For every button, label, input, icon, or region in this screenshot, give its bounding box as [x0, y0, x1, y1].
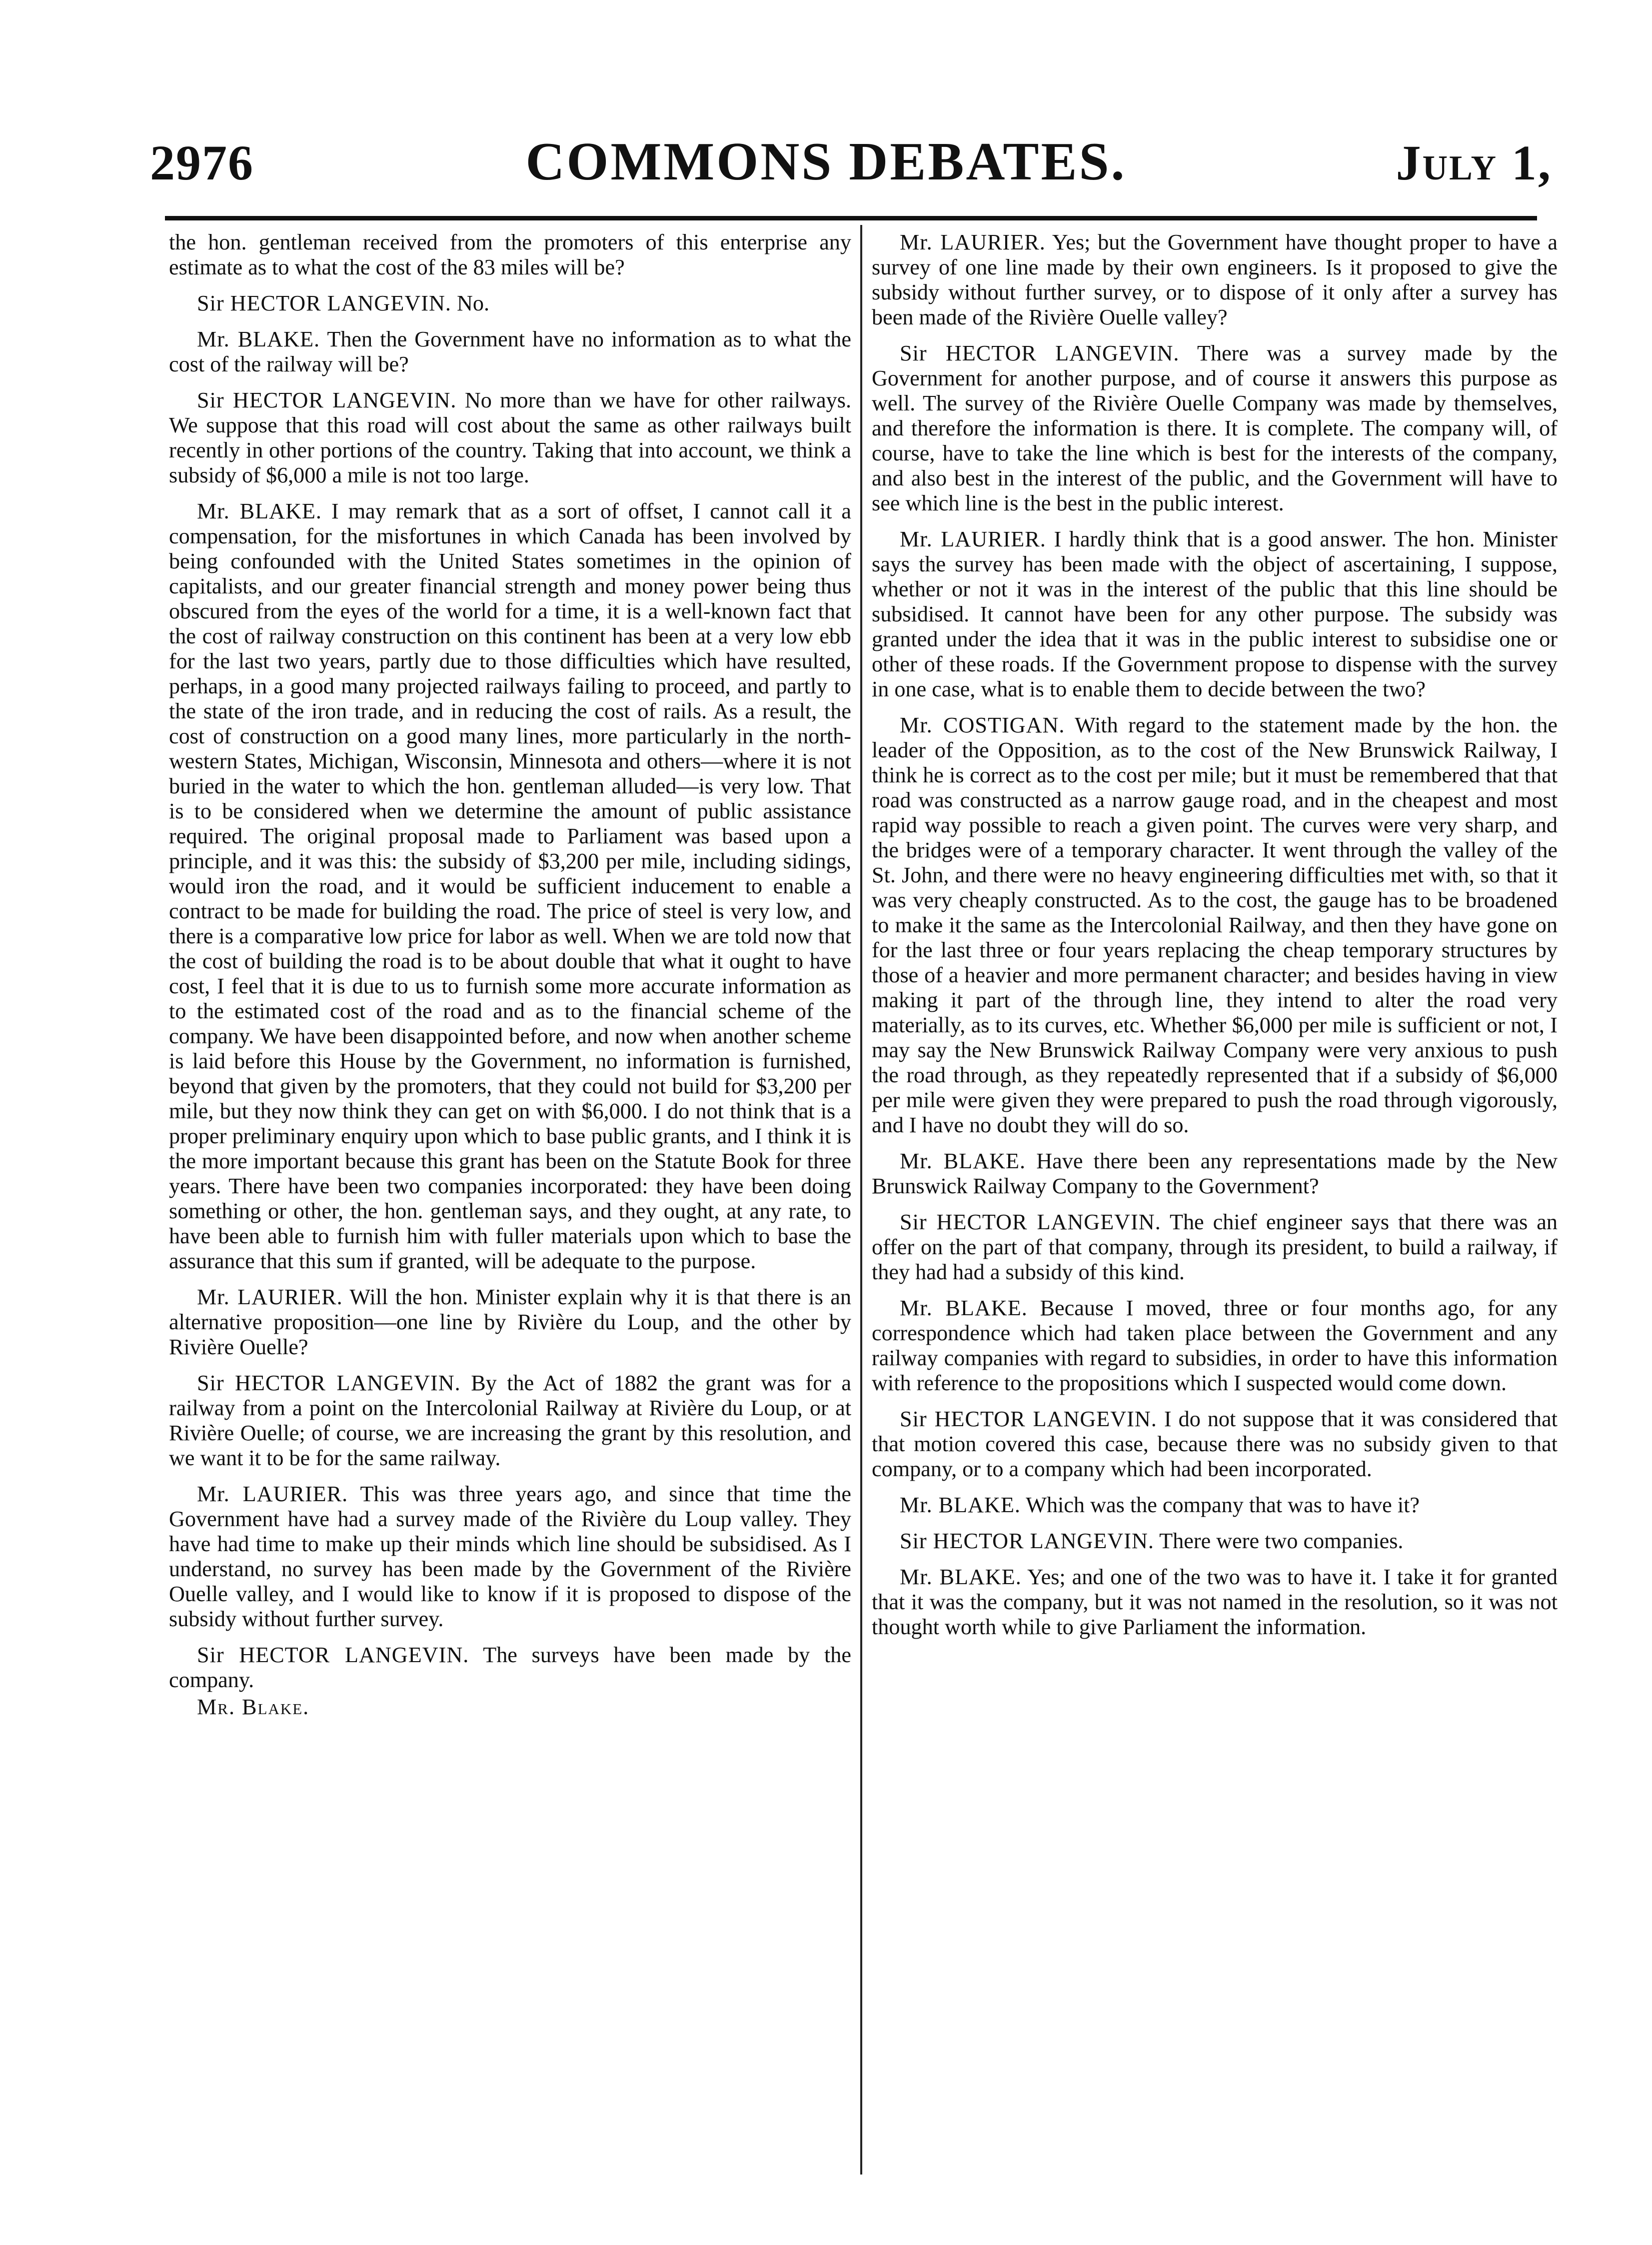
paragraph: [169, 1285, 851, 1360]
paragraph-text: Which was the company that was to have it?: [1026, 1493, 1420, 1517]
paragraph: [169, 388, 851, 488]
paragraph-text: Will the hon. Minister explain why it is that there is an alternative proposition—one line by Rivière du Loup, and the other by Rivière Ouelle?: [169, 1285, 852, 1359]
paragraph-text: Yes; and one of the two was to have it. I take it for granted that it was the company, but it was not named in the resolution, so it was not thought worth while to give Parliament the information.: [872, 1565, 1558, 1639]
speaker-name: Sir HECTOR LANGEVIN.: [197, 388, 457, 412]
paragraph: [872, 713, 1558, 1138]
paragraph: [169, 327, 851, 377]
header-rule: [165, 216, 1537, 220]
paragraph-text: No.: [456, 291, 490, 315]
left-column: [169, 230, 851, 1731]
paragraph: [872, 527, 1558, 702]
paragraph-text: I hardly think that is a good answer. The hon. Minister says the survey has been made with the object of ascertaining, I suppose, whether or not it was in the interest of the public that this line should be subsidised. It cannot have been for any other purpose. The subsidy was granted under the idea that it was in the public interest to subsidise one or other of these roads. If the Government propose to dispense with the survey in one case, what is to enable them to decide between the two?: [872, 527, 1558, 701]
paragraph: [872, 1529, 1558, 1554]
page-number: 2976: [150, 135, 254, 190]
paragraph: [872, 1149, 1558, 1199]
speaker-name: Sir HECTOR LANGEVIN.: [900, 1529, 1154, 1553]
speaker-name: Mr. COSTIGAN.: [900, 713, 1065, 737]
right-column: [872, 230, 1558, 1651]
paragraph-text: I do not suppose that it was considered that that motion covered this case, because there was no subsidy given to that company, or to a company which had been incorporated.: [872, 1407, 1558, 1481]
trailing-speaker: Mr. Blake.: [197, 1695, 310, 1719]
page-date: July 1,: [1396, 135, 1552, 190]
paragraph: [169, 1643, 851, 1693]
paragraph-text: With regard to the statement made by the hon. the leader of the Opposition, as to the cost of the New Brunswick Railway, I think he is correct as to the cost per mile; but it must be remembered that that road was constructed as a narrow gauge road, and in the cheapest and most rapid way possible to reach a given point. The curves were very sharp, and the bridges were of a temporary character. It went through the valley of the St. John, and there were no heavy engineering difficulties met with, so that it was very cheaply constructed. As to the cost, the gauge has to be broadened to make it the same as the Intercolonial Railway, and then they have gone on for the last three or four years replacing the cheap temporary structures by those of a heavier and more permanent character; and besides having in view making it part of the through line, they intend to alter the road very materially, as to its curves, etc. Whether $6,000 per mile is sufficient or not, I may say the New Brunswick Railway Company were very anxious to push the road through, as they repeatedly represented that if a subsidy of $6,000 per mile were given they were prepared to push the road through vigorously, and I have no doubt they will do so.: [872, 713, 1558, 1137]
speaker-name: Mr. BLAKE.: [900, 1493, 1021, 1517]
speaker-name: Sir HECTOR LANGEVIN.: [197, 1371, 461, 1395]
speaker-name: Sir HECTOR LANGEVIN.: [900, 1407, 1157, 1431]
paragraph-text: By the Act of 1882 the grant was for a railway from a point on the Intercolonial Railway at Rivière du Loup, or at Rivière Ouelle; of course, we are increasing the grant by this resolution, and we want it to be for the same railway.: [169, 1371, 851, 1470]
paragraph: [872, 1210, 1558, 1285]
paragraph-text: the hon. gentleman received from the promoters of this enterprise any estimate as to what the cost of the 83 miles will be?: [169, 230, 851, 279]
paragraph: [872, 341, 1558, 516]
speaker-name: Mr. LAURIER.: [900, 230, 1046, 254]
column-divider: [860, 225, 862, 2175]
paragraph-text: There were two companies.: [1159, 1529, 1404, 1553]
paragraph: [169, 1371, 851, 1471]
paragraph: [872, 1296, 1558, 1396]
paragraph-text: Have there been any representations made by the New Brunswick Railway Company to the Government?: [872, 1149, 1558, 1198]
speaker-name: Mr. LAURIER.: [900, 527, 1046, 551]
speaker-name: Mr. LAURIER.: [197, 1285, 343, 1309]
paragraph-text: There was a survey made by the Government for another purpose, and of course it answers this purpose as well. The survey of the Rivière Ouelle Company was made by themselves, and therefore the information is there. It is complete. The company will, of course, have to take the line which is best for the interests of the company, and also best in the interest of the public, and the Government will have to see which line is the best in the public interest.: [872, 341, 1558, 515]
paragraph: [872, 1407, 1558, 1482]
speaker-name: Sir HECTOR LANGEVIN.: [900, 341, 1180, 365]
paragraph: [872, 1493, 1558, 1518]
paragraph-text: Then the Government have no information as to what the cost of the railway will be?: [169, 327, 852, 376]
speaker-name: Mr. BLAKE.: [197, 327, 320, 351]
paragraph: [169, 230, 851, 280]
paragraph: [169, 291, 851, 316]
page-title: COMMONS DEBATES.: [525, 132, 1127, 191]
speaker-name: Mr. BLAKE.: [900, 1565, 1022, 1589]
paragraph: [872, 1565, 1558, 1640]
paragraph-text: Because I moved, three or four months ago, for any correspondence which had taken place between the Government and any railway companies with regard to subsidies, in order to have this information with reference to the propositions which I suspected would come down.: [872, 1296, 1558, 1395]
speaker-name: Sir HECTOR LANGEVIN.: [900, 1210, 1161, 1234]
paragraph: [169, 499, 851, 1274]
speaker-name: Sir HECTOR LANGEVIN.: [197, 1643, 469, 1667]
paragraph-text: The surveys have been made by the company.: [169, 1643, 851, 1692]
speaker-name: Mr. BLAKE.: [900, 1149, 1026, 1173]
paragraph-text: Yes; but the Government have thought proper to have a survey of one line made by their own engineers. Is it proposed to give the subsidy without further survey, or to dispose of it only after a survey has been made of the Rivière Ouelle valley?: [872, 230, 1558, 329]
paragraph-text: I may remark that as a sort of offset, I cannot call it a compensation, for the misfortunes in which Canada has been involved by being confounded with the United States sometimes in the opinion of capitalists, and our greater financial strength and money power being thus obscured from the eyes of the world for a time, it is a well-known fact that the cost of railway construction on this continent has been at a very low ebb for the last two years, partly due to those difficulties which have resulted, perhaps, in a good many projected railways failing to proceed, and partly to the state of the iron trade, and in reducing the cost of rails. As a result, the cost of construction on a good many lines, more particularly in the north-western States, Michigan, Wisconsin, Minnesota and others—where it is not buried in the water to which the hon. gentleman alluded—is very low. That is to be considered when we determine the amount of public assistance required. The original proposal made to Parliament was based upon a principle, and it was this: the subsidy of $3,200 per mile, including sidings, would iron the road, and it would be sufficient inducement to enable a contract to be made for building the road. The price of steel is very low, and there is a comparative low price for labor as well. When we are told now that the cost of building the road is to be about double that what it ought to have cost, I feel that it is due to us to furnish some more accurate information as to the estimated cost of the road and as to the financial scheme of the company. We have been disappointed before, and now when another scheme is laid before this House by the Government, no information is furnished, beyond that given by the promoters, that they could not build for $3,200 per mile, but they now think they can get on with $6,000. I do not think that is a proper preliminary enquiry upon which to base public grants, and I think it is the more important because this grant has been on the Statute Book for three years. There have been two companies incorporated: they have been doing something or other, the hon. gentleman says, and they ought, at any rate, to have been able to furnish him with fuller materials upon which to base the assurance that this sum if granted, will be adequate to the purpose.: [169, 499, 852, 1273]
paragraph-text: No more than we have for other railways. We suppose that this road will cost about the same as other railways built recently in other portions of the country. Taking that into account, we think a subsidy of $6,000 a mile is not too large.: [169, 388, 852, 487]
paragraph-text: This was three years ago, and since that time the Government have had a survey made of the Rivière du Loup valley. They have had time to make up their minds which line should be subsidised. As I understand, no survey has been made by the Government of the Rivière Ouelle valley, and I would like to know if it is proposed to dispose of the subsidy without further survey.: [169, 1482, 851, 1631]
speaker-name: Mr. BLAKE.: [900, 1296, 1028, 1320]
paragraph-text: The chief engineer says that there was an offer on the part of that company, through its president, to build a railway, if they had had a subsidy of this kind.: [872, 1210, 1558, 1284]
paragraph: [169, 1482, 851, 1632]
paragraph: [872, 230, 1558, 330]
speaker-name: Sir HECTOR LANGEVIN.: [197, 291, 451, 315]
speaker-name: Mr. BLAKE.: [197, 499, 322, 523]
speaker-name: Mr. LAURIER.: [197, 1482, 348, 1506]
